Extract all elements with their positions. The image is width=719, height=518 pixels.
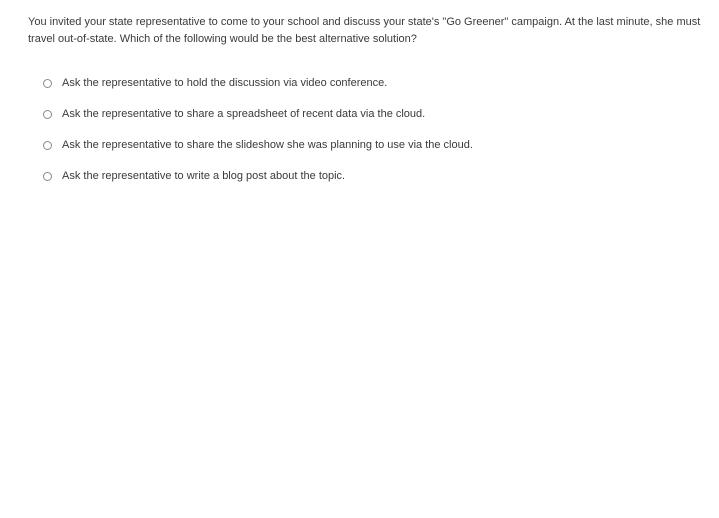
answer-option-label: Ask the representative to share the slideshow she was planning to use via the cloud. (62, 139, 473, 151)
answer-option-4[interactable] (43, 161, 473, 192)
radio-button[interactable] (43, 172, 52, 181)
radio-button[interactable] (43, 110, 52, 119)
radio-button[interactable] (43, 141, 52, 150)
radio-button[interactable] (43, 79, 52, 88)
answer-option-1[interactable] (43, 68, 473, 99)
answer-option-3[interactable] (43, 130, 473, 161)
answer-option-2[interactable] (43, 99, 473, 130)
question-text: You invited your state representative to come to your school and discuss your state's "Go Greener" campaign. At the last minute, she must travel out-of-state. Which of the following would be the best alternative solution? (28, 16, 701, 45)
answer-option-label: Ask the representative to hold the discussion via video conference. (62, 77, 388, 89)
answer-option-label: Ask the representative to write a blog post about the topic. (62, 170, 346, 182)
answer-options (43, 68, 473, 192)
answer-option-label: Ask the representative to share a spreadsheet of recent data via the cloud. (62, 108, 426, 120)
